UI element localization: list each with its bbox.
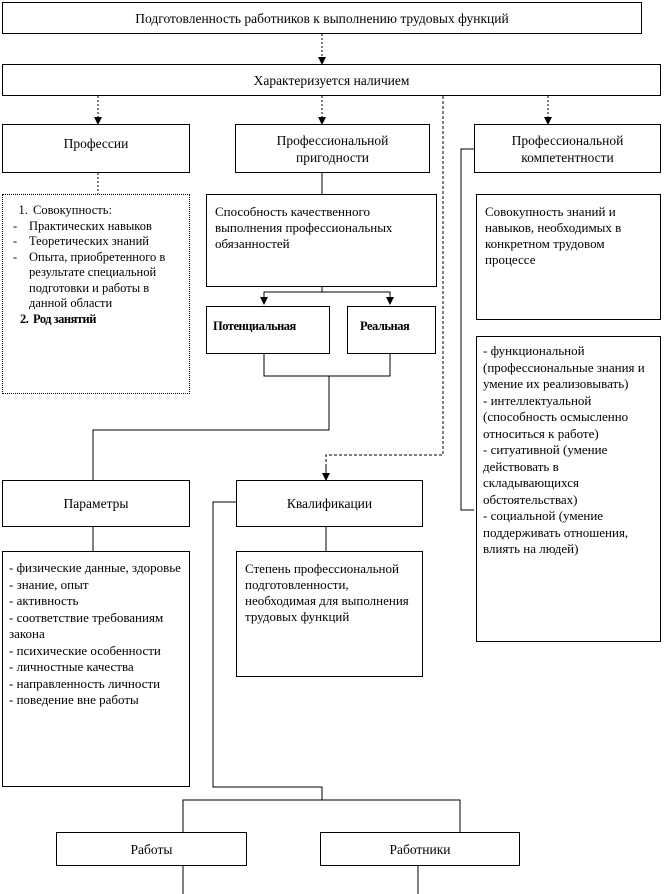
professions-item2: 2. Род занятий: [31, 312, 183, 328]
competence-type: - интеллектуальной (способность осмысленно относиться к работе): [483, 392, 629, 441]
characterized-text: Характеризуется наличием: [253, 72, 410, 88]
suitability-description: Способность качественного выполнения профессиональных обязанностей: [206, 194, 437, 287]
parameter-item: - направленность личности: [9, 675, 161, 691]
parameter-item: - активность: [9, 593, 79, 608]
competence-types: [476, 336, 661, 642]
workers-box: [320, 832, 520, 866]
parameter-item: - знание, опыт: [9, 576, 89, 592]
potential-box: [206, 306, 330, 354]
line-suitability-split: [264, 287, 322, 304]
professions-header: [2, 124, 190, 173]
real-box: [347, 306, 436, 354]
parameter-item: - личностные качества: [9, 659, 134, 674]
professions-subitem: - Опыта, приобретенного в результате специальной подготовки и работы в данной области: [11, 250, 183, 312]
competence-type: - функциональной (профессиональные знания и умение их реализовывать): [483, 343, 645, 391]
suitability-header-line2: пригодности: [295, 149, 370, 165]
competence-description: Совокупность знаний и навыков, необходимых в конкретном трудовом процессе: [476, 194, 661, 320]
professions-subitem: - Практических навыков: [11, 219, 183, 235]
line-bottom-split: [183, 800, 460, 832]
qualification-header-text: Квалификации: [286, 496, 373, 511]
parameters-detail: [2, 551, 190, 787]
parameter-item: - психические особенности: [9, 642, 161, 658]
parameter-item: - поведение вне работы: [9, 692, 139, 707]
competence-header-line2: компетентности: [521, 149, 614, 165]
parameter-item: - соответствие требованиям закона: [9, 609, 164, 641]
competence-bracket: [461, 149, 474, 510]
parameters-header: [2, 480, 190, 527]
workers-text: Работники: [389, 841, 451, 857]
potential-text: Потенциальная: [213, 319, 296, 333]
works-text: Работы: [130, 841, 173, 857]
professions-item1: 1. Совокупность: - Практических навыков - Теоретических знаний - Опыта, приобретенного в результате специальной подготовки и работы в данной области: [31, 203, 183, 312]
competence-type: - социальной (умение поддерживать отношения, влиять на людей): [483, 508, 629, 556]
works-box: [56, 832, 247, 866]
professions-subitem: - Теоретических знаний: [11, 234, 183, 250]
parameter-item: - физические данные, здоровье: [9, 560, 181, 575]
competence-header-line1: Профессиональной: [511, 132, 624, 148]
qualification-detail: Степень профессиональной подготовленности, необходимая для выполнения трудовых функций: [236, 551, 423, 677]
title-box: [2, 2, 642, 34]
suitability-header-line1: Профессиональной: [276, 132, 389, 148]
title-text: Подготовленность работников к выполнению трудовых функций: [135, 10, 509, 26]
real-text: Реальная: [360, 319, 410, 333]
suitability-header: [235, 124, 430, 173]
qualification-header: [236, 480, 423, 527]
professions-header-text: Профессии: [63, 136, 129, 151]
professions-detail: [2, 194, 190, 394]
competence-header: [474, 124, 661, 173]
parameters-header-text: Параметры: [63, 496, 129, 511]
characterized-box: [2, 64, 661, 96]
competence-type: - ситуативной (умение действовать в складывающихся обстоятельствах): [483, 442, 608, 507]
line-join-to-parameters: [264, 354, 390, 376]
